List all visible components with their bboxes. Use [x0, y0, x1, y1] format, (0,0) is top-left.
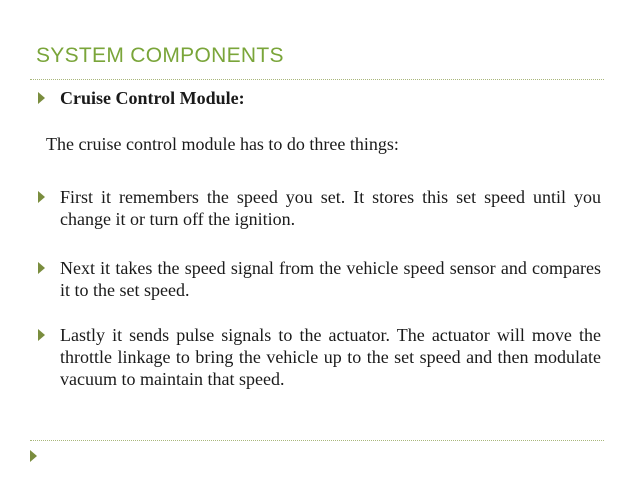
footer-divider [30, 440, 604, 441]
point-pulse-signals: Lastly it sends pulse signals to the actuator. The actuator will move the throttle linkage to bring the vehicle up to the set speed and then modulate vacuum to maintain that speed. [60, 325, 601, 389]
point-compare-speed: Next it takes the speed signal from the vehicle speed sensor and compares it to the set speed. [60, 258, 601, 300]
triangle-bullet-icon [38, 329, 45, 341]
triangle-bullet-icon [38, 191, 45, 203]
point-remember-speed: First it remembers the speed you set. It stores this set speed until you change it or turn off the ignition. [60, 187, 601, 229]
title-divider [30, 79, 604, 80]
module-heading: Cruise Control Module: [60, 88, 245, 108]
triangle-bullet-icon [38, 92, 45, 104]
next-arrow-icon [30, 450, 37, 462]
intro-text: The cruise control module has to do three things: [46, 134, 399, 154]
slide-title: SYSTEM COMPONENTS [36, 44, 284, 67]
triangle-bullet-icon [38, 262, 45, 274]
